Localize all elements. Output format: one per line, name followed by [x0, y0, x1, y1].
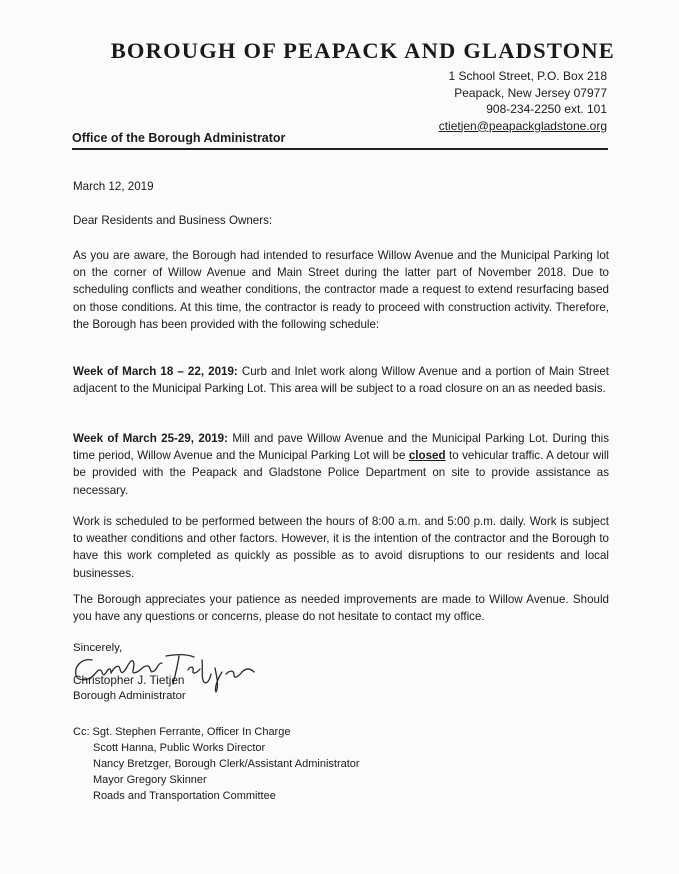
hours-paragraph: Work is scheduled to be performed between the hours of 8:00 a.m. and 5:00 p.m. daily. Work is subject to weather conditions and other factors. However, it is the intention of the contractor and the Borough to have this work completed as quickly as possible as to avoid disruptions to our residents and local businesses. — [73, 515, 609, 580]
phone-number: 908-234-2250 ext. 101 — [486, 102, 607, 116]
week2-label: Week of March 25-29, 2019: — [73, 432, 228, 445]
closed-emphasis: closed — [408, 449, 446, 463]
week2-text-a: Mill and pave Willow Avenue and the Municipal Parking Lot. During this time period, Willow Avenue and the Municipal Parking Lot will be — [73, 432, 610, 463]
week2-text-b: to vehicular traffic. A detour will be provided with the Peapack and Gladstone Police Department on site to provide assistance as necessary. — [73, 449, 609, 497]
letterhead-organization: BOROUGH OF PEAPACK AND GLADSTONE — [110, 38, 615, 63]
week2-paragraph — [73, 430, 609, 499]
header-divider — [72, 148, 608, 150]
letter-date: March 12, 2019 — [73, 180, 154, 193]
closing-paragraph: The Borough appreciates your patience as needed improvements are made to Willow Avenue. Should you have any questions or concerns, please do not hesitate to contact my office. — [73, 593, 609, 624]
cc-label: Cc: Sgt. Stephen Ferrante, Officer In Charge — [73, 726, 291, 738]
address-line-1: 1 School Street, P.O. Box 218 — [448, 69, 607, 83]
cc-list — [73, 724, 360, 804]
week1-paragraph — [73, 363, 609, 397]
email-link[interactable]: ctietjen@peapackgladstone.org — [438, 118, 607, 133]
handwritten-signature — [70, 648, 260, 694]
cc-recipient: Mayor Gregory Skinner — [93, 774, 207, 786]
closing-word: Sincerely, — [73, 642, 123, 654]
office-name: Office of the Borough Administrator — [72, 131, 286, 145]
cc-recipient: Nancy Bretzger, Borough Clerk/Assistant Administrator — [93, 758, 360, 770]
signer-name: Christopher J. Tietjen — [73, 673, 185, 687]
cc-recipient: Roads and Transportation Committee — [93, 790, 276, 802]
week1-text: Curb and Inlet work along Willow Avenue and a portion of Main Street adjacent to the Municipal Parking Lot. This area will be subject to a road closure on an as needed basis. — [73, 365, 610, 396]
address-line-2: Peapack, New Jersey 07977 — [454, 85, 607, 100]
cc-recipient: Scott Hanna, Public Works Director — [93, 742, 266, 754]
signer-title: Borough Administrator — [73, 690, 186, 702]
salutation: Dear Residents and Business Owners: — [73, 214, 273, 227]
intro-paragraph: As you are aware, the Borough had intended to resurface Willow Avenue and the Municipal Parking lot on the corner of Willow Avenue and Main Street during the latter part of November 2018. Due to scheduling conflicts and weather conditions, the contractor made a request to extend resurfacing based on those conditions. At this time, the contractor is ready to proceed with construction activity. Therefore, the Borough has been provided with the following schedule: — [73, 249, 609, 331]
letterhead-address — [439, 68, 607, 134]
week1-label: Week of March 18 – 22, 2019: — [73, 365, 238, 378]
